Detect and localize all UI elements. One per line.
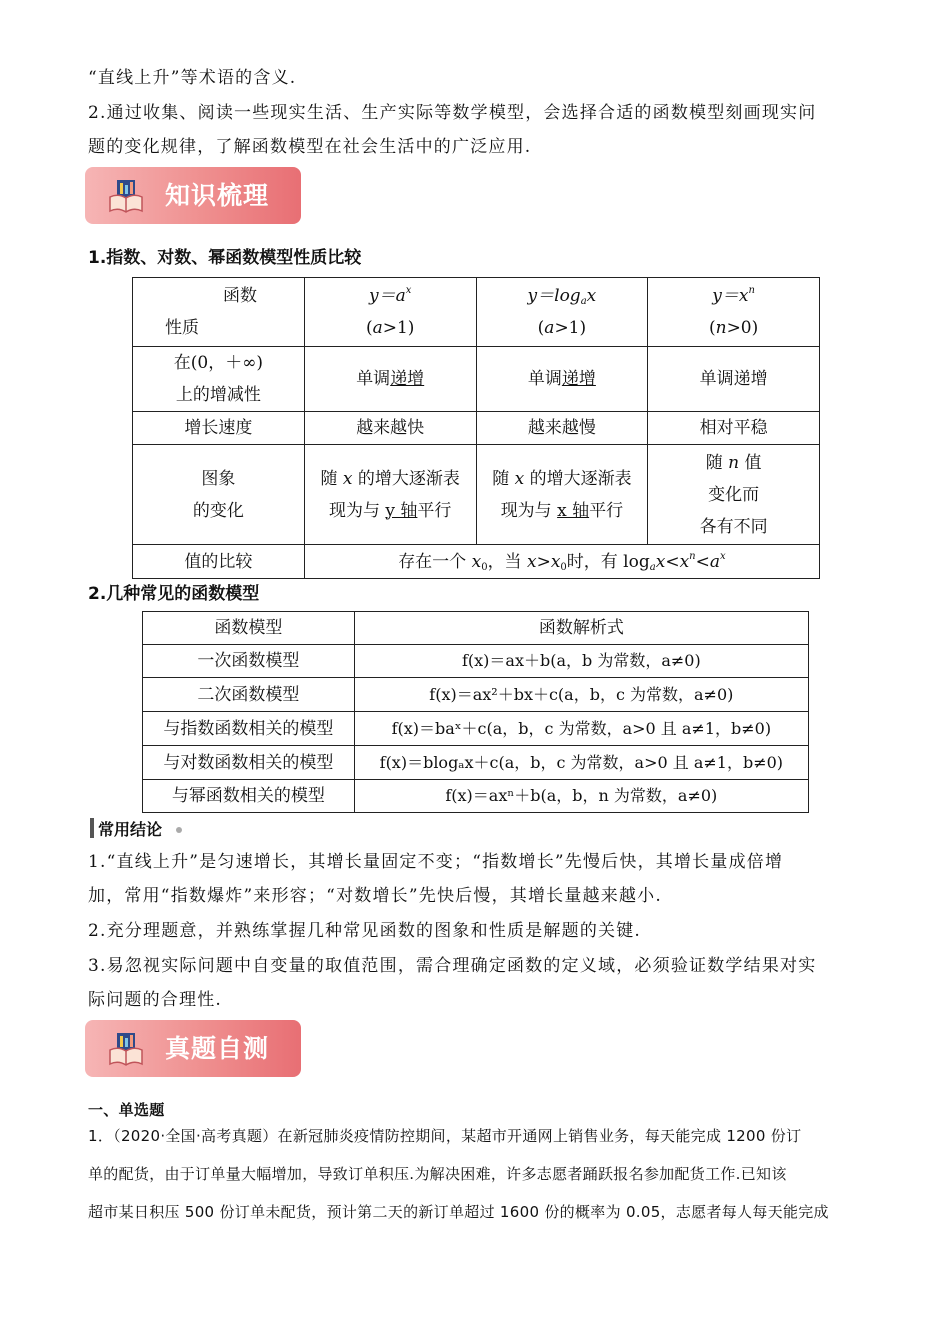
section-1-title: 1.指数、对数、幂函数模型性质比较 [88, 248, 362, 268]
model-name: 二次函数模型 [143, 678, 355, 712]
cond-text: >1) [554, 318, 587, 338]
sup-x: x [720, 550, 726, 562]
lt: < [695, 551, 710, 572]
formula-exp: y＝a [369, 286, 406, 306]
cell-underlined: 递增 [390, 369, 425, 389]
knowledge-banner [85, 167, 301, 224]
sup-n: n [748, 285, 755, 296]
formula-pow: y＝x [712, 286, 749, 306]
cell-text: ，当 [487, 551, 527, 572]
var-a: a [709, 551, 720, 572]
sub-0: 0 [481, 561, 488, 573]
table-cell: 越来越快 [304, 412, 476, 445]
table-cell [476, 347, 648, 412]
model-expression: f(x)＝ax＋b(a，b 为常数，a≠0) [354, 645, 808, 678]
conclusion-line-4: 3.易忽视实际问题中自变量的取值范围，需合理确定函数的定义域，必须验证数学结果对实 [88, 956, 817, 976]
model-name: 与指数函数相关的模型 [143, 712, 355, 746]
part-title: 一、单选题 [88, 1101, 165, 1119]
table-header-cell: 函数解析式 [354, 612, 808, 645]
model-name: 一次函数模型 [143, 645, 355, 678]
intro-line-2: 2.通过收集、阅读一些现实生活、生产实际等数学模型，会选择合适的函数模型刻画现实问 [88, 103, 817, 123]
cell-text: 随 [492, 468, 515, 489]
cell-text: 单调 [356, 369, 391, 389]
cell-text: 时，有 log [566, 551, 650, 572]
cell-text: 现为与 [328, 500, 386, 521]
row-label: 的变化 [192, 500, 244, 521]
table-row [143, 780, 809, 813]
sup-n: n [689, 550, 696, 562]
paren: ( [708, 318, 716, 338]
table-cell: 值的比较 [133, 545, 305, 579]
var-x: x [471, 551, 482, 572]
var-n: n [728, 452, 740, 473]
cell-text: 随 [320, 468, 343, 489]
sub-a: a [580, 296, 587, 307]
table-header-cell: 函数模型 [143, 612, 355, 645]
table-cell [304, 445, 476, 545]
section-2-title: 2.几种常见的函数模型 [88, 584, 260, 604]
table-header-cell [133, 278, 305, 347]
cond-text: >1) [382, 318, 415, 338]
sup-x: x [405, 285, 412, 296]
cell-text: 变化而 [708, 484, 760, 505]
cell-text: 各有不同 [699, 516, 768, 537]
conclusion-line-5: 际问题的合理性. [88, 990, 223, 1010]
var-x: x [526, 551, 537, 572]
cell-text: 的增大逐渐表 [352, 468, 460, 489]
table-cell: 增长速度 [133, 412, 305, 445]
cell-text: 随 [705, 452, 729, 473]
cell-text: 单调 [527, 369, 562, 389]
table-cell [133, 347, 305, 412]
sub-0: 0 [560, 561, 567, 573]
banner-title: 真题自测 [165, 1034, 270, 1063]
table-row [143, 746, 809, 780]
table-header-cell [476, 278, 648, 347]
table-row [133, 545, 820, 579]
models-table [142, 611, 809, 813]
row-label: 在(0，＋∞) [173, 353, 264, 373]
table-row [143, 645, 809, 678]
lt: < [665, 551, 680, 572]
book-icon [107, 177, 145, 215]
conclusion-line-2: 加，常用“指数爆炸”来形容；“对数增长”先快后慢，其增长量越来越小. [88, 886, 662, 906]
formula-log: y＝log [527, 286, 581, 306]
var-x: x [342, 468, 353, 489]
table-row [143, 612, 809, 645]
intro-line-1: “直线上升”等术语的含义. [88, 68, 297, 88]
model-expression: f(x)＝axⁿ＋b(a，b，n 为常数，a≠0) [354, 780, 808, 813]
cond-var: a [544, 318, 555, 338]
cell-underlined: y 轴 [385, 500, 418, 521]
table-row [143, 712, 809, 746]
paren: ( [365, 318, 373, 338]
banner-title: 知识梳理 [165, 181, 270, 210]
intro-line-3: 题的变化规律，了解函数模型在社会生活中的广泛应用. [88, 137, 532, 157]
cell-text: 的增大逐渐表 [524, 468, 632, 489]
table-cell: 单调递增 [648, 347, 820, 412]
table-row [133, 445, 820, 545]
table-cell: 越来越慢 [476, 412, 648, 445]
row-label: 上的增减性 [175, 385, 261, 405]
cell-text: 值 [739, 452, 762, 473]
exam-banner [85, 1020, 301, 1077]
model-expression: f(x)＝ax²＋bx＋c(a，b，c 为常数，a≠0) [354, 678, 808, 712]
book-icon [107, 1030, 145, 1068]
cond-var: n [715, 318, 727, 338]
question-line-1: 1．（2020·全国·高考真题）在新冠肺炎疫情防控期间，某超市开通网上销售业务，每天能完成 1200 份订 [88, 1127, 802, 1145]
table-row [133, 278, 820, 347]
conclusion-title: 常用结论 [98, 820, 163, 839]
model-name: 与幂函数相关的模型 [143, 780, 355, 813]
table-row [133, 347, 820, 412]
sub-a: a [649, 561, 656, 573]
table-row [143, 678, 809, 712]
table-header-cell [648, 278, 820, 347]
gt: > [536, 551, 551, 572]
question-line-3: 超市某日积压 500 份订单未配货，预计第二天的新订单超过 1600 份的概率为 0.05，志愿者每人每天能完成 [88, 1203, 829, 1221]
cell-text: 平行 [589, 500, 624, 521]
cond-text: >0) [726, 318, 759, 338]
table-row [133, 412, 820, 445]
model-expression: f(x)＝blogₐx＋c(a，b，c 为常数，a>0 且 a≠1，b≠0) [354, 746, 808, 780]
header-func-label: 函数 [223, 286, 257, 306]
cond-var: a [372, 318, 383, 338]
comparison-table [132, 277, 820, 579]
table-header-cell [304, 278, 476, 347]
question-line-2: 单的配货，由于订单量大幅增加，导致订单积压.为解决困难，许多志愿者踊跃报名参加配货工作.已知该 [88, 1165, 787, 1183]
model-expression: f(x)＝baˣ＋c(a，b，c 为常数，a>0 且 a≠1，b≠0) [354, 712, 808, 746]
table-cell [476, 445, 648, 545]
var-x: x [655, 551, 666, 572]
table-cell: 相对平稳 [648, 412, 820, 445]
cell-underlined: 递增 [561, 369, 596, 389]
cell-underlined: x 轴 [557, 500, 590, 521]
table-cell [648, 445, 820, 545]
cell-text: 现为与 [500, 500, 558, 521]
heading-bar [90, 818, 94, 838]
table-cell [304, 347, 476, 412]
table-cell [133, 445, 305, 545]
cell-text: 存在一个 [398, 551, 472, 572]
conclusion-line-3: 2.充分理题意，并熟练掌握几种常见函数的图象和性质是解题的关键. [88, 921, 642, 941]
paren: ( [537, 318, 545, 338]
conclusion-line-1: 1.“直线上升”是匀速增长，其增长量固定不变；“指数增长”先慢后快，其增长量成倍增 [88, 852, 784, 872]
model-name: 与对数函数相关的模型 [143, 746, 355, 780]
var-x: x [550, 551, 561, 572]
row-label: 图象 [201, 468, 236, 489]
var-x: x [679, 551, 690, 572]
var-x: x [586, 286, 597, 306]
header-prop-label: 性质 [165, 318, 199, 338]
cell-text: 平行 [417, 500, 452, 521]
heading-dot-icon [176, 827, 182, 833]
var-x: x [514, 468, 525, 489]
table-cell [304, 545, 819, 579]
